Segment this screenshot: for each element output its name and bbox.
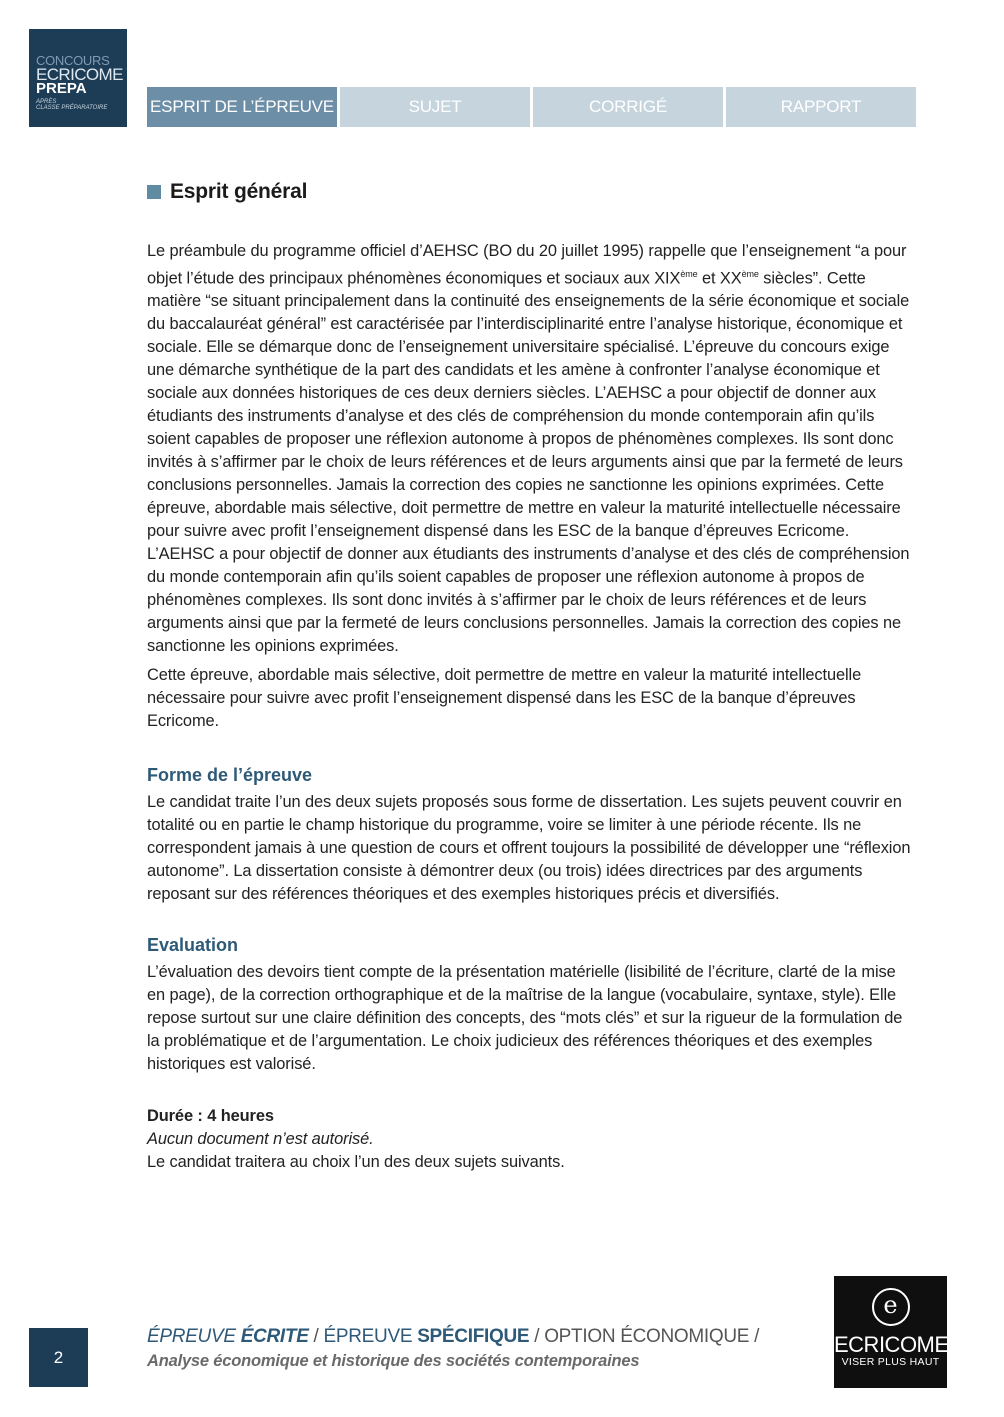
- logo-line-apres: APRÈS: [36, 99, 57, 105]
- evaluation-heading: Evaluation: [147, 935, 239, 956]
- evaluation-text: L’évaluation des devoirs tient compte de la présentation matérielle (lisibilité de l’écriture, clarté de la mise en page), de la correction orthographique et de la maîtrise de la langue (vocabulaire, syntaxe, style). Elle repose surtout sur une claire définition des concepts, des “mots clés” et sur la rigueur de la formulation de la problématique et de l’argumentation. Le choix judicieux des références théoriques et des exemples historiques est valorisé.: [147, 963, 903, 1074]
- duree-note: Aucun document n’est autorisé.: [147, 1130, 374, 1149]
- section-heading: [147, 180, 917, 204]
- logo-line-ecricome: ECRICOME: [36, 65, 123, 84]
- duree-block: [147, 1105, 917, 1174]
- tab-esprit[interactable]: ESPRIT DE L’ÉPREUVE: [147, 87, 337, 127]
- section-tabs: [147, 87, 916, 127]
- tab-corrige[interactable]: CORRIGÉ: [533, 87, 723, 127]
- logo-line-classe: CLASSE PRÉPARATOIRE: [36, 105, 108, 111]
- ecricome-prepa-logo: [29, 29, 127, 127]
- ecricome-e-icon: e: [872, 1288, 910, 1326]
- footer-subtitle: Analyse économique et historique des sociétés contemporaines: [147, 1352, 640, 1370]
- logo-line-concours: CONCOURS: [36, 53, 110, 68]
- heading-text: Esprit général: [170, 180, 308, 203]
- tab-rapport[interactable]: RAPPORT: [726, 87, 916, 127]
- heading-square-icon: [147, 185, 161, 199]
- intro-paragraph-2: Cette épreuve, abordable mais sélective, doit permettre de mettre en valeur la maturité intellectuelle nécessaire pour suivre avec profit l’enseignement dispensé dans les ESC de la banque d’épreuves Ecricome.: [147, 666, 862, 731]
- ecricome-brand: ECRICOME: [834, 1332, 949, 1357]
- ecricome-logo: [834, 1276, 947, 1388]
- footer-title: [147, 1326, 759, 1371]
- duree-label: Durée : 4 heures: [147, 1107, 274, 1126]
- duree-instruction: Le candidat traitera au choix l’un des deux sujets suivants.: [147, 1153, 565, 1172]
- main-content: [147, 180, 917, 1174]
- page-number: 2: [29, 1328, 88, 1387]
- footer-exam-type: ÉPREUVE ÉCRITE / ÉPREUVE SPÉCIFIQUE / OPTION ÉCONOMIQUE /: [147, 1326, 760, 1347]
- forme-text: Le candidat traite l’un des deux sujets proposés sous forme de dissertation. Les sujets peuvent couvrir en totalité ou en partie le champ historique du programme, voire se limiter à une période récente. Ils ne correspondent jamais à une question de cours et offrent toujours la possibilité de développer une “réflexion autonome”. La dissertation consiste à démontrer deux (ou trois) idées directrices par des arguments reposant sur des références théoriques et des exemples historiques précis et diversifiés.: [147, 793, 911, 904]
- tab-sujet[interactable]: SUJET: [340, 87, 530, 127]
- intro-paragraph: Le préambule du programme officiel d’AEHSC (BO du 20 juillet 1995) rappelle que l’enseignement “a pour objet l’étude des principaux phénomènes économiques et sociaux aux XIXème et XXème siècles”. Cette matière “se situant principalement dans la continuité des enseignements de la série économique et sociale du baccalauréat général” est caractérisée par l’interdisciplinarité entre l’analyse historique, économique et sociale. Elle se démarque donc de l’enseignement universitaire spécialisé. L’épreuve du concours exige une démarche synthétique de la part des candidats et les amène à confronter l’analyse économique et sociale aux données historiques de ces deux derniers siècles. L’AEHSC a pour objectif de donner aux étudiants des instruments d’analyse et des clés de compréhension du monde contemporain afin qu’ils soient capables de proposer une réflexion autonome à propos de phénomènes complexes. Ils sont donc invités à s’affirmer par le choix de leurs références et de leurs arguments ainsi que par la fermeté de leurs conclusions personnelles. Jamais la correction des copies ne sanctionne les opinions exprimées. Cette épreuve, abordable mais sélective, doit permettre de mettre en valeur la maturité intellectuelle nécessaire pour suivre avec profit l’enseignement dispensé dans les ESC de la banque d’épreuves Ecricome. L’AEHSC a pour objectif de donner aux étudiants des instruments d’analyse et des clés de compréhension du monde contemporain afin qu’ils soient capables de proposer une réflexion autonome à propos de phénomènes complexes. Ils sont donc invités à s’affirmer par le choix de leurs références et de leurs arguments ainsi que par la fermeté de leurs conclusions personnelles. Jamais la correction des copies ne sanctionne les opinions exprimées.: [147, 242, 910, 656]
- ecricome-tagline: VISER PLUS HAUT: [841, 1356, 940, 1368]
- logo-line-prepa: PREPA: [36, 80, 87, 97]
- forme-heading: Forme de l’épreuve: [147, 765, 313, 786]
